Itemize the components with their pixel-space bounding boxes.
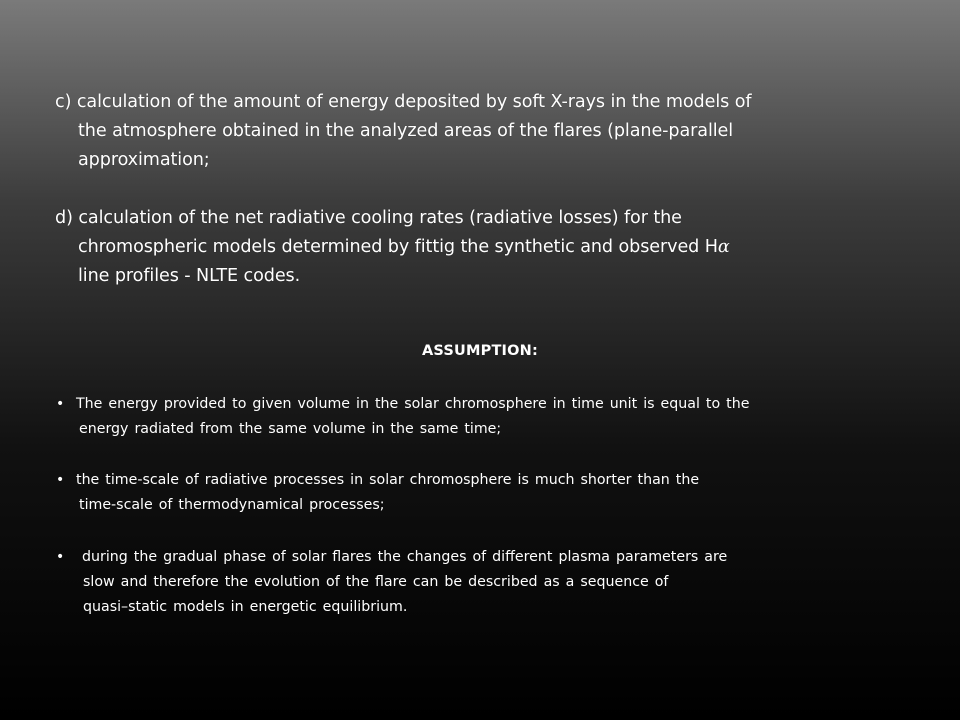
assumption-bullet-1: [56, 392, 906, 442]
assumption-bullet-3: [56, 545, 906, 620]
paragraph-c-line-1: c) calculation of the amount of energy deposited by soft X-rays in the models of: [55, 92, 752, 112]
bullet-1-line-2: energy radiated from the same volume in the same time;: [79, 421, 502, 437]
paragraph-d: [55, 204, 855, 291]
bullet-3-line-2: slow and therefore the evolution of the flare can be described as a sequence of: [83, 574, 669, 590]
bullet-1-line-1: The energy provided to given volume in the solar chromosphere in time unit is equal to the: [76, 396, 750, 412]
bullet-dot-icon: •: [56, 549, 65, 565]
bullet-3-line-1: during the gradual phase of solar flares the changes of different plasma parameters are: [82, 549, 728, 565]
paragraph-c-line-2: the atmosphere obtained in the analyzed areas of the flares (plane-parallel: [78, 121, 734, 141]
paragraph-d-line-2-text: chromospheric models determined by fittig the synthetic and observed H: [78, 237, 718, 257]
paragraph-d-line-1: d) calculation of the net radiative cooling rates (radiative losses) for the: [55, 208, 682, 228]
bullet-3-line-3: quasi–static models in energetic equilibrium.: [83, 599, 408, 615]
paragraph-c-line-3: approximation;: [78, 150, 210, 170]
bullet-dot-icon: •: [56, 396, 65, 412]
paragraph-c: [55, 88, 855, 175]
assumption-heading: ASSUMPTION:: [421, 343, 539, 359]
alpha-symbol: α: [717, 237, 730, 257]
paragraph-d-line-3: line profiles - NLTE codes.: [78, 266, 301, 286]
bullet-2-line-2: time-scale of thermodynamical processes;: [79, 497, 385, 513]
paragraph-d-line-2: [55, 233, 855, 262]
assumption-bullet-2: [56, 468, 906, 518]
bullet-dot-icon: •: [56, 472, 65, 488]
bullet-2-line-1: the time-scale of radiative processes in solar chromosphere is much shorter than the: [76, 472, 700, 488]
